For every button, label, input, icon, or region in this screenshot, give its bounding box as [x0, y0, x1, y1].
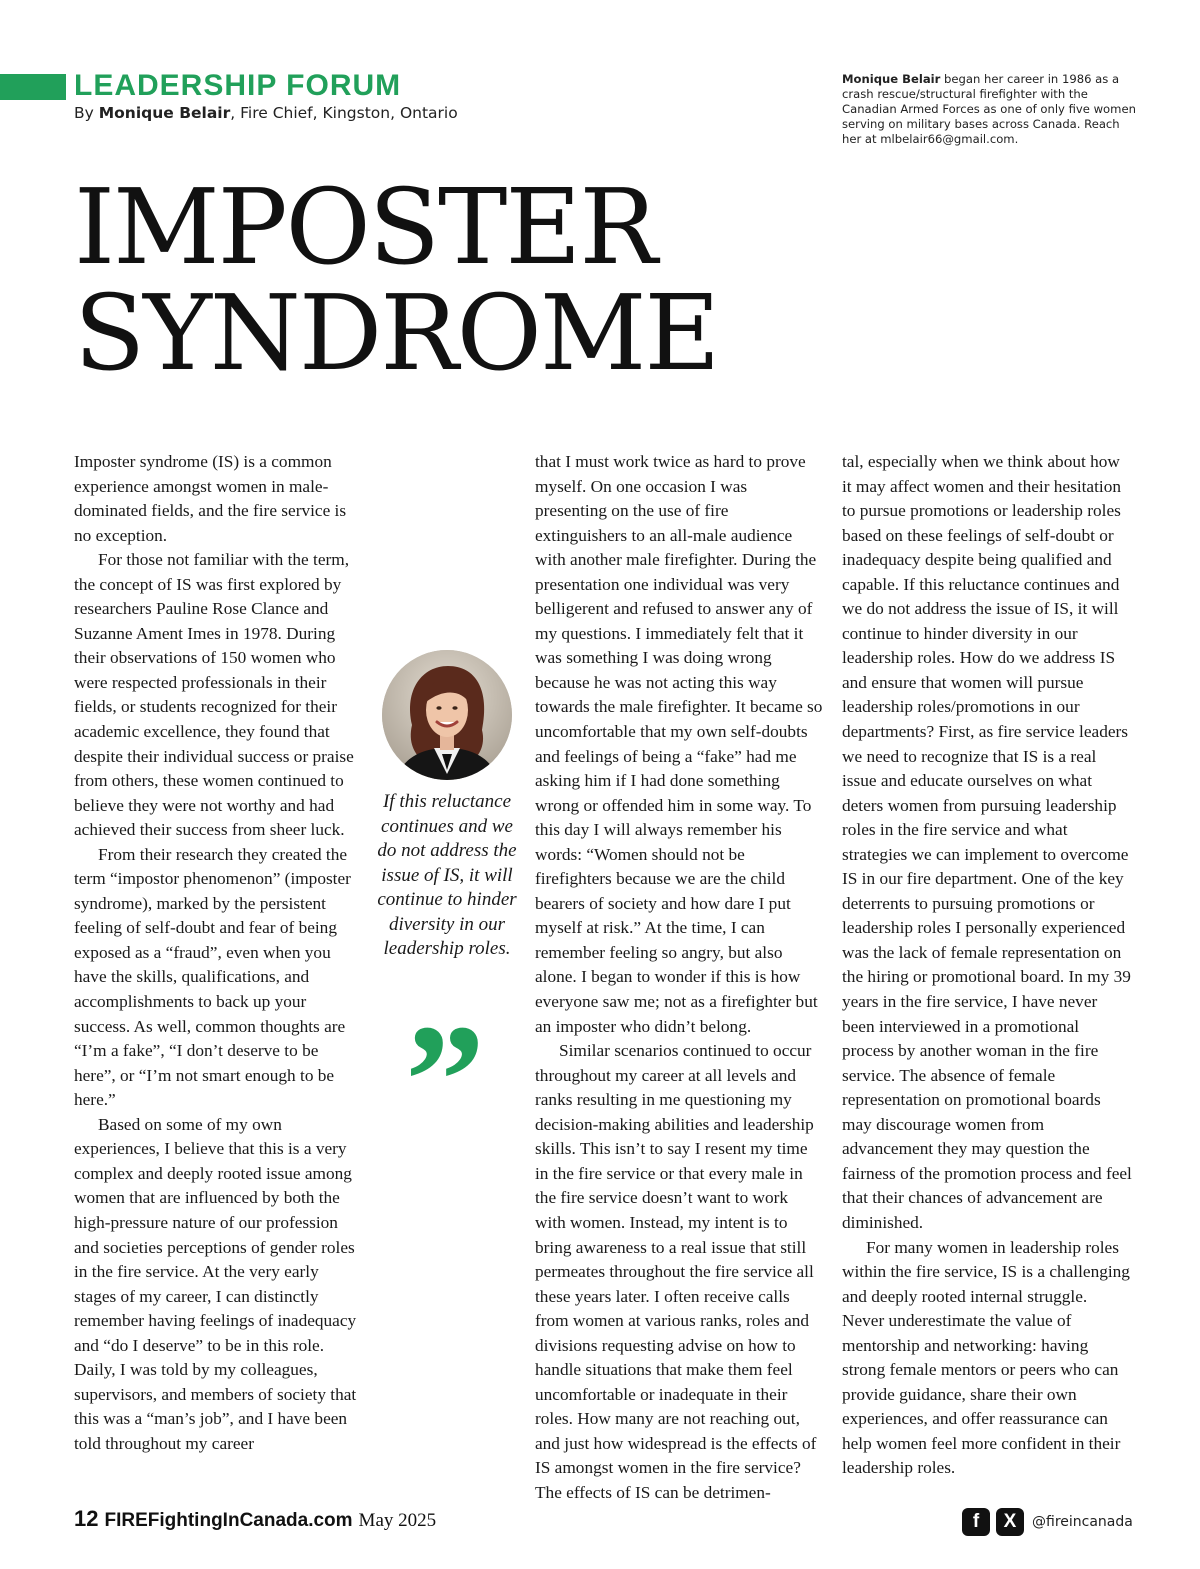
social-links	[962, 1508, 1133, 1536]
article-column-3	[842, 450, 1132, 1481]
social-handle[interactable]: @fireincanada	[1032, 1514, 1133, 1530]
byline-author: Monique Belair	[98, 104, 231, 122]
paragraph: Similar scenarios continued to occur throughout my career at all levels and ranks resulting in me questioning my decision-making abilities and leadership skills. This isn’t to say I resent my time in the fire service or that every male in the fire service doesn’t want to work with women. Instead, my intent is to bring awareness to a real issue that still permeates throughout the fire service all these years later. I often receive calls from women at various ranks, roles and divisions requesting advise on how to handle situations that make them feel uncomfortable or inadequate in their roles. How many are not reaching out, and just how widespread is the effects of IS amongst women in the fire service? The effects of IS can be detrimen-	[535, 1041, 817, 1502]
article-column-1	[74, 450, 364, 1456]
headline-line-2: SYNDROME	[74, 272, 719, 394]
author-portrait-illustration	[382, 650, 512, 780]
paragraph: For many women in leadership roles within the fire service, IS is a challenging and deeply rooted internal struggle. Never underestimate the value of mentorship and networking: having strong female mentors or peers who can provide guidance, share their own experiences, and offer reassurance can help women feel more confident in their leadership roles.	[842, 1237, 1130, 1478]
footer-site-link[interactable]: FIREFightingInCanada.com	[104, 1510, 353, 1531]
pull-quote: If this reluctance continues and we do not address the issue of IS, it will continue to hinder diversity in our leadership roles.	[377, 791, 517, 959]
x-icon[interactable]: X	[996, 1508, 1024, 1536]
author-bio	[842, 72, 1142, 147]
author-photo	[382, 650, 512, 780]
bio-name: Monique Belair	[842, 72, 941, 86]
section-title: LEADERSHIP FORUM	[74, 69, 402, 102]
page-footer	[74, 1506, 436, 1534]
paragraph: Imposter syndrome (IS) is a common experience amongst women in male-dominated fields, and the fire service is no exception.	[74, 452, 347, 545]
article-column-2	[535, 450, 823, 1506]
byline-suffix: , Fire Chief, Kingston, Ontario	[230, 104, 458, 122]
article-headline	[74, 166, 719, 394]
paragraph: tal, especially when we think about how it may affect women and their hesitation to pursue promotions or leadership roles based on these feelings of self-doubt or inadequacy despite being qualified and capable. If this reluctance continues and we do not address the issue of IS, it will continue to hinder diversity in our leadership roles. How do we address IS and ensure that women will pursue leadership roles/promotions in our departments? First, as fire service leaders we need to recognize that IS is a real issue and educate ourselves on what deters women from pursuing leadership roles in the fire service and what strategies we can implement to overcome IS in our fire department. One of the key deterrents to pursuing promotions or leadership roles I personally experienced was the lack of female representation on the hiring or promotional board. In my 39 years in the fire service, I have never been interviewed in a promotional process by another woman in the fire service. The absence of female representation on promotional boards may discourage women from advancement they may question the fairness of the promotion process and feel that their chances of advancement are diminished.	[842, 452, 1132, 1232]
byline-prefix: By	[74, 104, 99, 122]
headline-line-1: IMPOSTER	[74, 166, 656, 288]
issue-date: May 2025	[358, 1510, 437, 1531]
paragraph: For those not familiar with the term, the concept of IS was first explored by researchers Pauline Rose Clance and Suzanne Ament Imes in 1978. During their observations of 150 women who were respected professionals in their fields, or students recognized for their academic excellence, they found that despite their individual success or praise from others, these women continued to believe they were not worthy and had achieved their success from sheer luck.	[74, 550, 354, 840]
section-accent-bar	[0, 74, 66, 100]
paragraph: that I must work twice as hard to prove myself. On one occasion I was presenting on the use of fire extinguishers to an all-male audience with another male firefighter. During the presentation one individual was very belligerent and refused to answer any of my questions. I immediately felt that it was something I was doing wrong because he was not acting this way towards the male firefighter. It became so uncomfortable that my own self-doubts and feelings of being a “fake” had me asking him if I had done something wrong or offended him in some way. To this day I will always remember his words: “Women should not be firefighters because we are the child bearers of society and how dare I put myself at risk.” At the time, I can remember feeling so angry, but also alone. I began to wonder if this is how everyone saw me; not as a firefighter but an imposter who didn’t belong.	[535, 452, 823, 1036]
page-number: 12	[74, 1506, 99, 1531]
byline	[74, 102, 458, 124]
facebook-icon[interactable]: f	[962, 1508, 990, 1536]
bio-text: began her career in 1986 as a crash rescue/structural firefighter with the Canadian Armed Forces as one of only five women serving on military bases across Canada. Reach her at mlbelair66@gmail.com.	[842, 72, 1136, 146]
paragraph: Based on some of my own experiences, I believe that this is a very complex and deeply rooted issue among women that are influenced by both the high-pressure nature of our profession and societies perceptions of gender roles in the fire service. At the very early stages of my career, I can distinctly remember having feelings of inadequacy and “do I deserve” to be in this role. Daily, I was told by my colleagues, supervisors, and members of society that this was a “man’s job”, and I have been told throughout my career	[74, 1114, 357, 1453]
quote-mark-icon: ”	[405, 991, 485, 1169]
paragraph: From their research they created the term “impostor phenomenon” (imposter syndrome), marked by the persistent feeling of self-doubt and fear of being exposed as a “fraud”, even when you have the skills, qualifications, and accomplishments to back up your success. As well, common thoughts are “I’m a fake”, “I don’t deserve to be here”, or “I’m not smart enough to be here.”	[74, 844, 351, 1110]
